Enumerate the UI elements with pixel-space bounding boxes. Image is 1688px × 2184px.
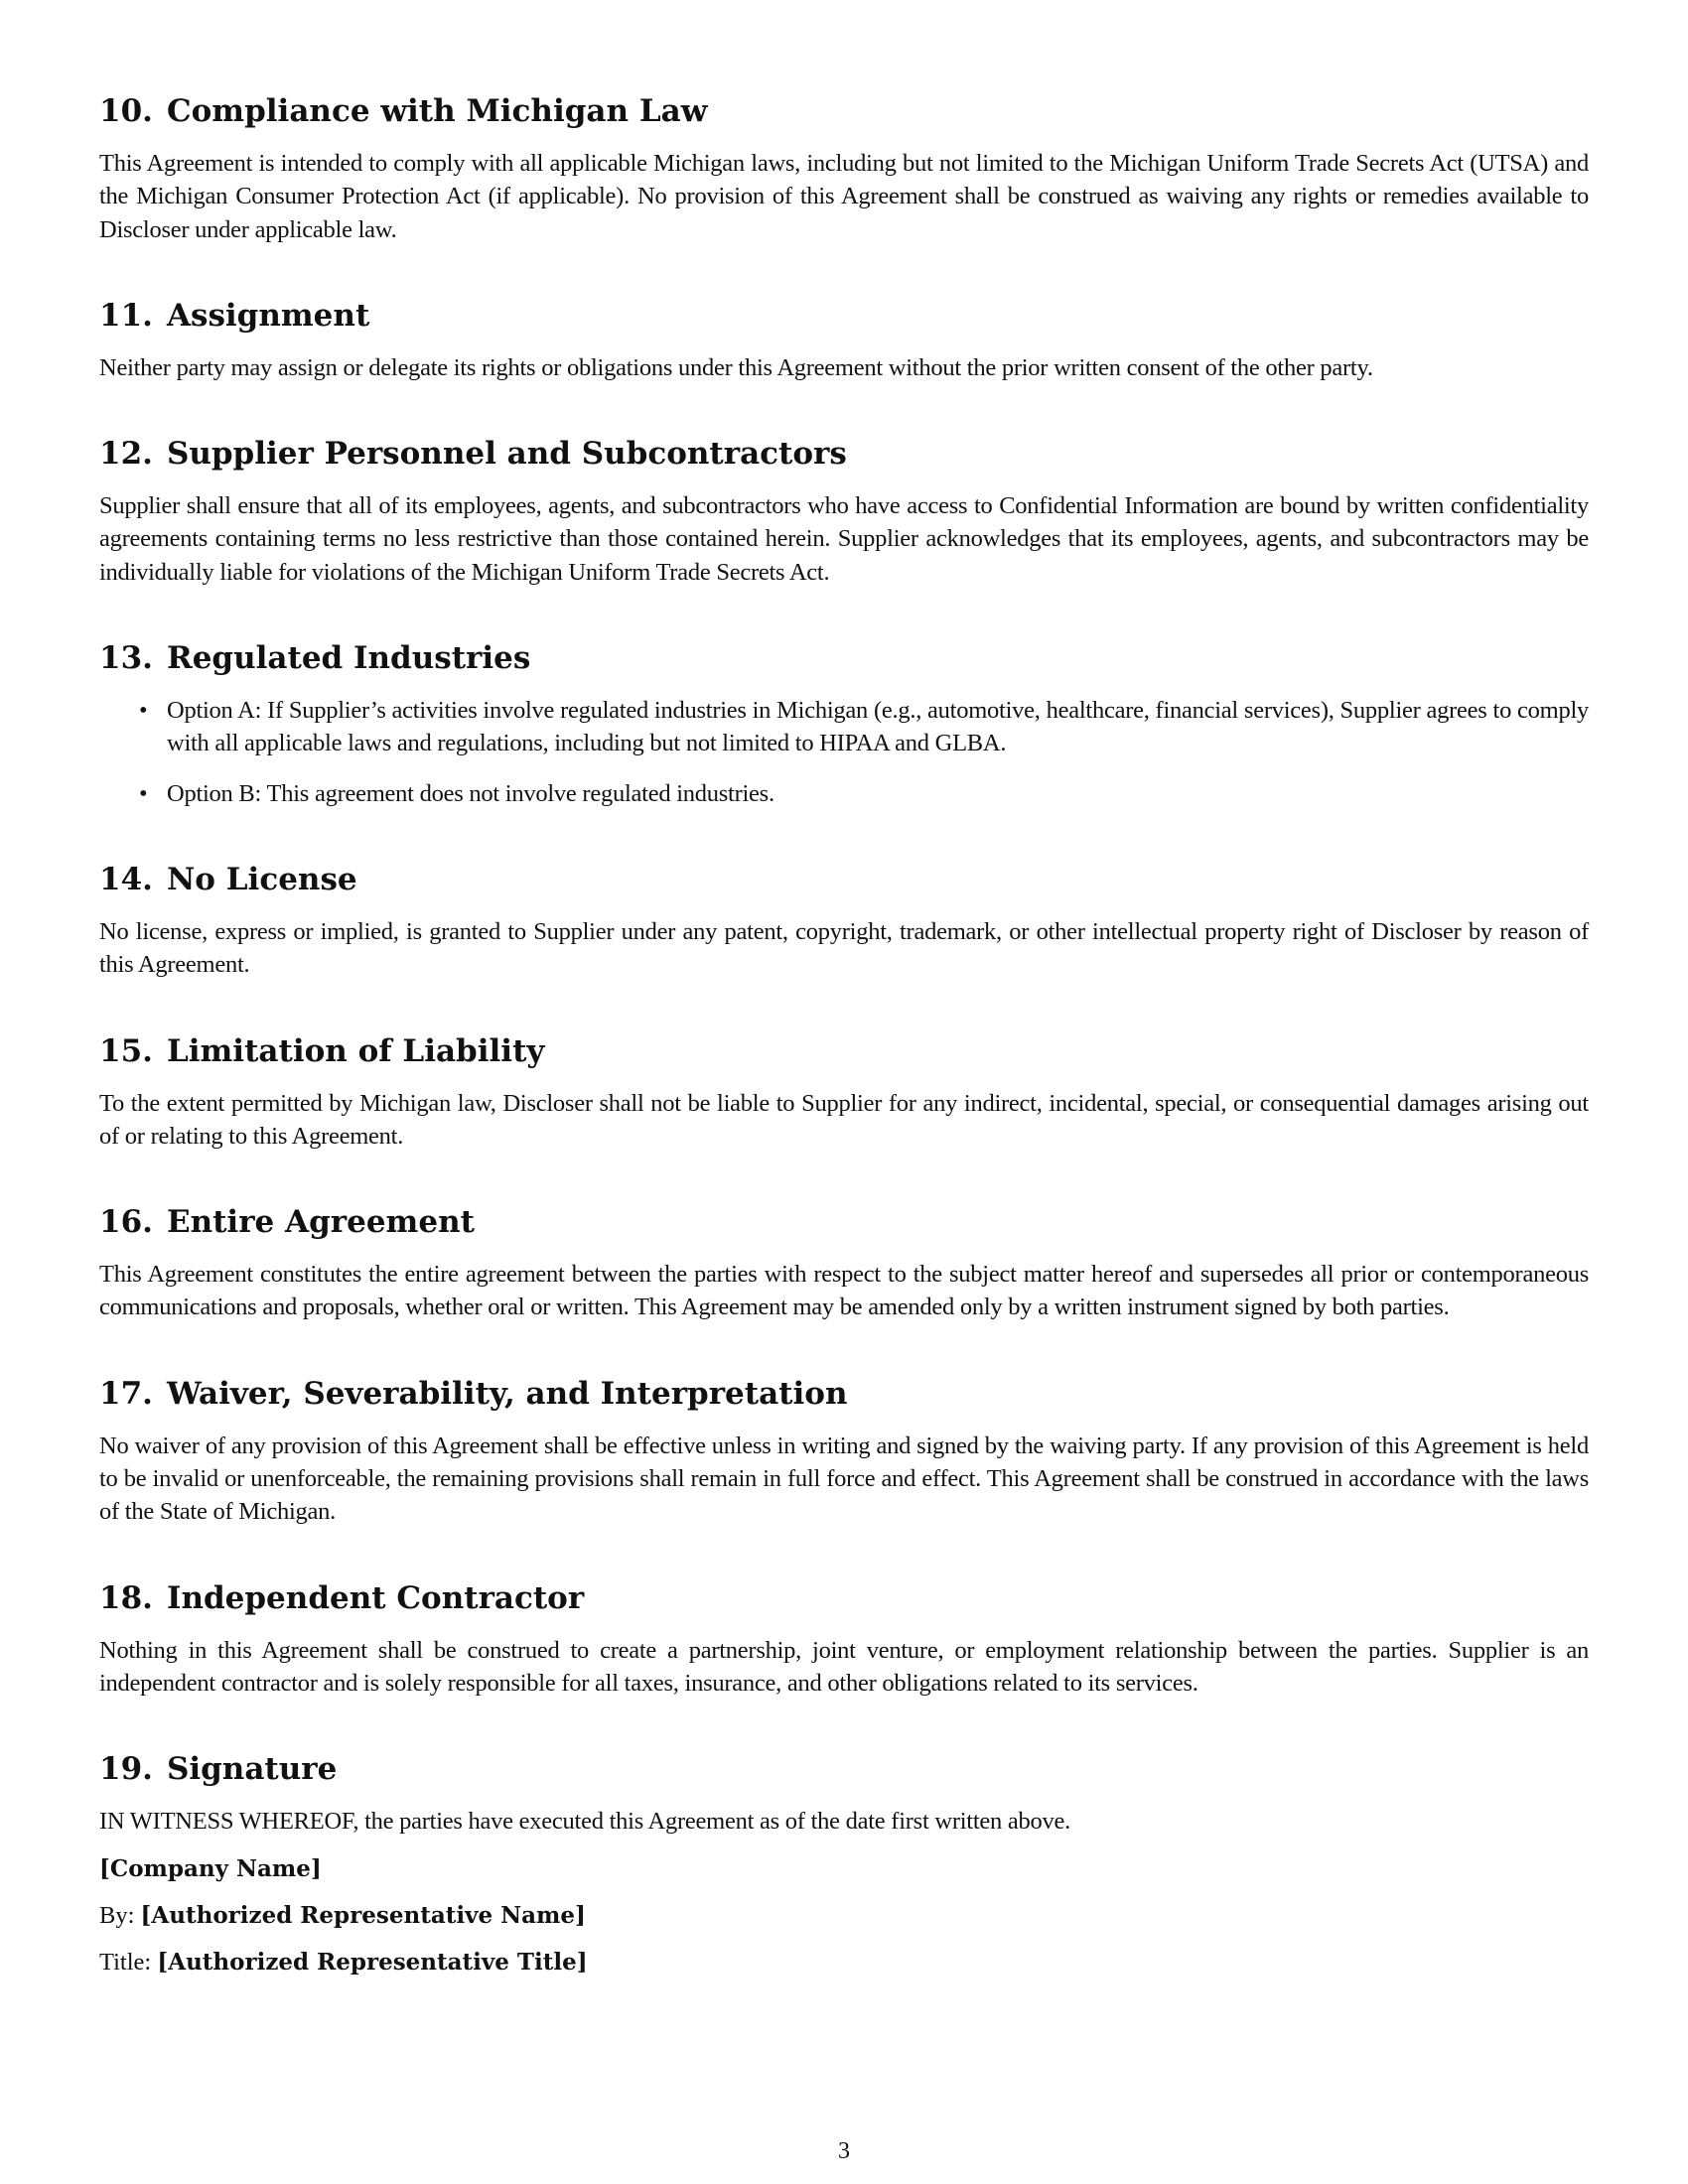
section-paragraph: This Agreement constitutes the entire agreement between the parties with respect to the subject matter hereof and supersedes all prior or contemporaneous communications and proposals, whether oral or written. This Agreement may be amended only by a written instrument signed by both parties. <box>99 1261 1589 1321</box>
signature-company-line <box>99 1852 1589 1885</box>
section-independent-contractor <box>99 1578 1589 1701</box>
section-heading <box>99 1578 1589 1618</box>
section-supplier-personnel <box>99 434 1589 589</box>
section-heading <box>99 1374 1589 1414</box>
section-waiver-severability <box>99 1374 1589 1529</box>
section-paragraph: Neither party may assign or delegate its rights or obligations under this Agreement without the prior written consent of the other party. <box>99 353 1373 381</box>
option-text: Option B: This agreement does not involve regulated industries. <box>167 779 774 807</box>
section-compliance <box>99 91 1589 246</box>
bullet-icon: • <box>139 697 148 725</box>
section-paragraph: Supplier shall ensure that all of its employees, agents, and subcontractors who have access to Confidential Information are bound by written confidentiality agreements containing terms no less restrictive than those contained herein. Supplier acknowledges that its employees, agents, and subcontractors may be individually liable for violations of the Michigan Uniform Trade Secrets Act. <box>99 492 1589 586</box>
section-paragraph: To the extent permitted by Michigan law, Discloser shall not be liable to Supplier for any indirect, incidental, special, or consequential damages arising out of or relating to this Agreement. <box>99 1089 1589 1150</box>
options-list <box>99 694 1589 810</box>
section-paragraph: IN WITNESS WHEREOF, the parties have executed this Agreement as of the date first written above. <box>99 1808 1071 1836</box>
section-paragraph: No license, express or implied, is granted to Supplier under any patent, copyright, trademark, or other intellectual property right of Discloser by reason of this Agreement. <box>99 917 1589 979</box>
section-heading <box>99 638 1589 678</box>
section-title: Independent Contractor <box>166 1579 585 1616</box>
section-number: 11. <box>99 297 153 334</box>
section-title: Signature <box>166 1751 338 1788</box>
list-item <box>139 694 1589 760</box>
by-label: By: <box>99 1901 135 1929</box>
section-number: 15. <box>99 1032 153 1069</box>
option-text: Option A: If Supplier’s activities involve regulated industries in Michigan (e.g., automotive, healthcare, financial services), Supplier agrees to comply with all applicable laws and regulations, including but not limited to HIPAA and GLBA. <box>167 697 1589 757</box>
section-title: Waiver, Severability, and Interpretation <box>166 1375 848 1412</box>
section-title: Limitation of Liability <box>166 1032 545 1069</box>
section-title: No License <box>166 861 357 897</box>
section-paragraph: This Agreement is intended to comply with all applicable Michigan laws, including but not limited to the Michigan Uniform Trade Secrets Act (UTSA) and the Michigan Consumer Protection Act (if applicable). No provision of this Agreement shall be construed as waiving any rights or remedies available to Discloser under applicable law. <box>99 150 1589 243</box>
bullet-icon: • <box>139 779 148 807</box>
section-heading <box>99 1202 1589 1242</box>
section-title: Entire Agreement <box>166 1204 475 1241</box>
signature-by-line <box>99 1899 1589 1932</box>
section-number: 19. <box>99 1751 153 1788</box>
section-title: Compliance with Michigan Law <box>166 93 708 129</box>
representative-name: [Authorized Representative Name] <box>140 1901 586 1929</box>
section-paragraph: Nothing in this Agreement shall be construed to create a partnership, joint venture, or employment relationship between the parties. Supplier is an independent contractor and is solely responsible for all taxes, insurance, and other obligations related to its services. <box>99 1636 1589 1697</box>
section-heading <box>99 860 1589 899</box>
company-name: [Company Name] <box>99 1854 322 1882</box>
section-regulated-industries <box>99 638 1589 810</box>
representative-title: [Authorized Representative Title] <box>157 1949 588 1977</box>
list-item <box>139 777 1589 810</box>
title-label: Title: <box>99 1949 152 1977</box>
section-no-license <box>99 860 1589 982</box>
section-title: Assignment <box>166 297 370 334</box>
section-assignment <box>99 296 1589 384</box>
section-heading <box>99 296 1589 336</box>
section-heading <box>99 91 1589 131</box>
section-title: Regulated Industries <box>166 640 531 677</box>
section-number: 14. <box>99 861 153 897</box>
section-entire-agreement <box>99 1202 1589 1324</box>
section-number: 16. <box>99 1204 153 1241</box>
section-title: Supplier Personnel and Subcontractors <box>166 436 847 473</box>
section-heading <box>99 1749 1589 1789</box>
page-number: 3 <box>838 2138 850 2164</box>
section-number: 18. <box>99 1579 153 1616</box>
section-number: 10. <box>99 93 153 129</box>
section-heading <box>99 1031 1589 1071</box>
section-number: 12. <box>99 436 153 473</box>
section-number: 13. <box>99 640 153 677</box>
section-heading <box>99 434 1589 474</box>
section-paragraph: No waiver of any provision of this Agreement shall be effective unless in writing and signed by the waiving party. If any provision of this Agreement is held to be invalid or unenforceable, the remaining provisions shall remain in full force and effect. This Agreement shall be construed in accordance with the laws of the State of Michigan. <box>99 1432 1589 1526</box>
section-signature <box>99 1749 1589 1979</box>
section-limitation-of-liability <box>99 1031 1589 1154</box>
signature-title-line <box>99 1946 1589 1979</box>
document-page <box>99 91 1589 2028</box>
section-number: 17. <box>99 1375 153 1412</box>
